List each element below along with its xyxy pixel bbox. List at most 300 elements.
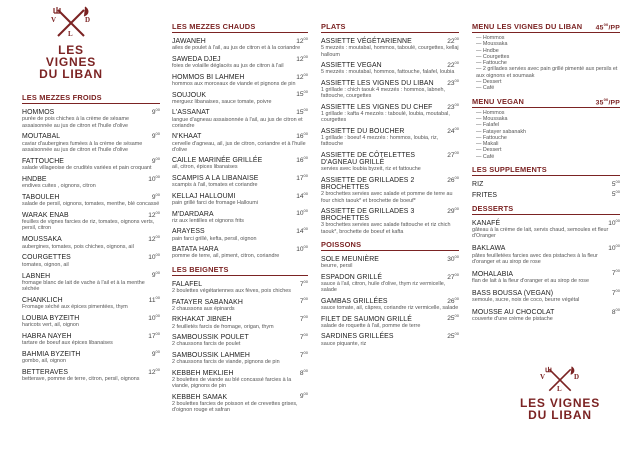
menu-item-price xyxy=(612,188,620,198)
menu-item-price xyxy=(300,313,308,323)
menu-item-price xyxy=(300,295,308,305)
menu-item-name: SCAMPIS A LA LIBANAISE xyxy=(172,175,259,183)
menu-item xyxy=(472,178,620,188)
mezzes-chauds-list xyxy=(172,35,308,260)
menu-item-price xyxy=(296,154,308,164)
menu-item-description: salade villageoise de crudités variées et pain croquant xyxy=(22,164,152,171)
menu-item-price-value: 8 xyxy=(611,308,616,316)
price-cents: 00 xyxy=(303,349,308,355)
menu-course-label: 2 grillades servies avec pain grillé pimenté aux persils et aux oignons et soumaak xyxy=(476,66,618,79)
menu-item xyxy=(321,125,459,148)
menu-item-description: caviar d'aubergines fumées à la crème de sésame assaisonnée au jus de citron et l'huile d'olive xyxy=(22,140,143,153)
section-title-menu-vegan xyxy=(472,97,620,108)
menu-item-price xyxy=(608,242,620,252)
menu-item-price xyxy=(152,155,160,165)
price-cents: 00 xyxy=(454,295,459,301)
menu-item-row xyxy=(321,101,459,111)
menu-item-row xyxy=(172,130,308,140)
menu-item-price xyxy=(300,349,308,359)
menu-item-row xyxy=(321,312,459,322)
menu-item-row xyxy=(22,130,160,140)
logo-letter-l: L xyxy=(68,30,73,38)
menu-item-price-value: 7 xyxy=(299,298,304,306)
beignets-list xyxy=(172,278,308,414)
menu-item-description: purée de pois chiches à la crème de sésame assaisonnée au jus de citron et l'huile d'olive xyxy=(22,116,129,129)
menu-item-price-value: 9 xyxy=(151,272,156,280)
menu-item-description: aubergines, tomates, pois chiches, oignons, ail xyxy=(22,243,134,250)
price-cents: 00 xyxy=(155,173,160,179)
menu-item-row xyxy=(321,271,459,281)
menu-item-description: gombo, ail, oignon xyxy=(22,358,67,365)
menu-item-name: COURGETTES xyxy=(22,254,71,262)
menu-item xyxy=(22,233,160,250)
menu-item-row xyxy=(321,205,459,223)
menu-item-row xyxy=(472,217,620,227)
price-cents: 00 xyxy=(155,252,160,258)
menu-item-description: semoule, sucre, noix de coco, beurre végétal xyxy=(472,296,580,303)
logo-letter-v: V xyxy=(51,16,57,24)
menu-item-name: ESPADON GRILLÉ xyxy=(321,273,383,281)
menu-item-row xyxy=(472,287,620,297)
menu-item xyxy=(172,207,308,224)
menu-item-price xyxy=(447,101,459,111)
menu-item xyxy=(22,330,160,347)
menu-item-description: 1 grillade : boeuf 4 mezzés : hommos, loubia, riz, fattouche xyxy=(321,135,439,148)
menu-item-row xyxy=(22,155,160,165)
menu-item-name: HOMMOS BI LAHMEH xyxy=(172,73,245,81)
menu-item xyxy=(321,330,459,347)
menu-vignes-list xyxy=(472,35,620,92)
menu-course-label: Fattouche xyxy=(482,60,507,67)
menu-item-price-value: 12 xyxy=(148,236,156,244)
price-cents: 00 xyxy=(454,313,459,319)
menu-item-row xyxy=(172,225,308,235)
menu-item-price-value: 10 xyxy=(296,210,304,218)
menu-item-description: salade de roquette à l'ail, pomme de terre xyxy=(321,322,421,329)
column-mezzes-froids xyxy=(22,93,160,384)
menu-item-row xyxy=(172,106,308,116)
menu-item-description: merguez libanaises, sauce tomate, poivre xyxy=(172,98,272,105)
menu-item-price xyxy=(152,269,160,279)
menu-item-price-value: 9 xyxy=(299,393,304,401)
menu-item-name: KEBBEH SAMAK xyxy=(172,393,228,401)
menu-item-price xyxy=(296,35,308,45)
price-cents: 00 xyxy=(303,190,308,196)
menu-item-price-value: 12 xyxy=(296,73,304,81)
menu-item-row xyxy=(321,295,459,305)
menu-item-price-value: 24 xyxy=(447,127,455,135)
menu-item-row xyxy=(22,294,160,304)
section-title-mezzes-froids: LES MEZZES FROIDS xyxy=(22,93,160,104)
price-cents: 00 xyxy=(155,234,160,240)
menu-course-item: — Hommos xyxy=(476,109,505,116)
price-cents: 00 xyxy=(155,191,160,197)
menu-item-row xyxy=(172,88,308,98)
menu-item-description: 5 mezzés : moutabal, hommos, fattouche, falafel, loubia xyxy=(321,69,455,76)
menu-item-price-value: 22 xyxy=(447,62,455,70)
menu-item-price xyxy=(447,330,459,340)
menu-item-name: FILET DE SAUMON GRILLÉ xyxy=(321,315,412,323)
menu-item xyxy=(321,312,459,329)
menu-item-price-value: 23 xyxy=(447,103,455,111)
price-cents: 00 xyxy=(303,391,308,397)
menu-item-price-value: 16 xyxy=(296,133,304,141)
menu-item-name: ASSIETTE DE GRILLADES 2 BROCHETTES xyxy=(321,176,415,192)
price-cents: 00 xyxy=(454,271,459,277)
menu-item xyxy=(22,312,160,329)
menu-item xyxy=(22,173,160,190)
menu-item xyxy=(172,190,308,207)
menu-item-price xyxy=(152,130,160,140)
menu-item xyxy=(172,278,308,295)
menu-item-description: 2 boulettes végétariennes aux fèves, pois chiches xyxy=(172,287,291,294)
menu-item xyxy=(22,209,160,232)
price-cents: 00 xyxy=(155,107,160,112)
menu-course-item: — Hommos xyxy=(476,35,505,41)
menu-item xyxy=(172,331,308,348)
price-cents: 00 xyxy=(303,36,308,41)
menu-item xyxy=(321,205,459,235)
menu-item-price xyxy=(612,287,620,297)
menu-item-price xyxy=(296,225,308,235)
menu-vegan-price-unit: /PP xyxy=(608,98,620,106)
menu-item-name: ASSIETTE LES VIGNES DU LIBAN xyxy=(321,79,434,87)
menu-item-price-value: 10 xyxy=(608,220,616,228)
menu-item xyxy=(22,106,160,129)
menu-item-name: RKHAKAT JIBNEH xyxy=(172,316,232,324)
price-cents: 00 xyxy=(454,101,459,107)
menu-vegan-price-value: 35 xyxy=(595,98,604,106)
menu-item-name: LABNEH xyxy=(22,272,51,280)
menu-item-price xyxy=(296,130,308,140)
price-cents: 00 xyxy=(303,278,308,284)
menu-item-price xyxy=(447,312,459,322)
poissons-list xyxy=(321,253,459,347)
menu-item-name: KANAFÉ xyxy=(472,220,501,228)
menu-item-row xyxy=(22,106,160,116)
price-cents: 00 xyxy=(615,217,620,223)
menu-item-name: L'ASSANAT xyxy=(172,109,210,117)
price-cents: 00 xyxy=(303,107,308,113)
menu-item-row xyxy=(22,233,160,243)
menu-item-row xyxy=(172,367,308,377)
menu-item xyxy=(472,242,620,265)
menu-item-row xyxy=(172,154,308,164)
brand-name-line2: DU LIBAN xyxy=(528,408,592,422)
menu-item-price xyxy=(148,366,160,376)
menu-item xyxy=(22,191,160,208)
menu-item-price-value: 25 xyxy=(447,333,455,341)
menu-item-description: tartare de boeuf aux épices libanaises xyxy=(22,340,113,347)
menu-item-description: pomme de terre, ail, piment, citron, coriandre xyxy=(172,253,280,260)
menu-course-label: Fattouche xyxy=(482,134,507,141)
menu-item-description: servies avec loubia byzeit, riz et fattouche xyxy=(321,166,421,173)
price-cents: 00 xyxy=(303,71,308,77)
menu-item-description: 2 boulettes de viande au blé concassé farcies à la viande, pignons de pin xyxy=(172,376,292,390)
menu-item-name: SAWEDA DJEJ xyxy=(172,55,221,63)
menu-item xyxy=(321,59,459,76)
menu-item-price xyxy=(148,209,160,219)
menu-item-price-value: 17 xyxy=(148,333,156,341)
menu-item-price-value: 8 xyxy=(299,369,304,377)
menu-course-item: — Dessert xyxy=(476,147,502,154)
price-cents: 00 xyxy=(454,36,459,41)
menu-course-item: — Café xyxy=(476,153,495,160)
brand-name-line1: LES VIGNES xyxy=(45,43,97,69)
menu-course-item: — Fattouche xyxy=(476,134,507,141)
menu-item-description: ail, citron, épices libanaises xyxy=(172,164,238,171)
menu-item-row xyxy=(172,278,308,288)
menu-item xyxy=(22,251,160,268)
menu-item-price xyxy=(152,106,160,116)
menu-item xyxy=(172,295,308,312)
menu-item-row xyxy=(321,149,459,167)
menu-course-label: Falafel xyxy=(482,122,500,129)
menu-item-description: langue d'agneau assaisonnée à l'ail, au jus de citron et coriandre xyxy=(172,116,303,129)
menu-item-price-value: 10 xyxy=(296,246,304,254)
menu-item-price-value: 26 xyxy=(447,176,455,184)
menu-item xyxy=(472,188,620,198)
menu-item-price-value: 14 xyxy=(296,228,304,236)
menu-item-name: FALAFEL xyxy=(172,280,203,288)
menu-item xyxy=(321,101,459,124)
menu-item-description: feuilles de vignes farcies de riz, tomates, oignons verts, persil, citron xyxy=(22,219,155,232)
menu-item xyxy=(172,88,308,105)
menu-item-description: fromage blanc de lait de vache à l'ail et à la menthe séchée xyxy=(22,279,145,292)
section-title-menu-vignes xyxy=(472,22,620,33)
price-cents: 00 xyxy=(303,331,308,337)
menu-item xyxy=(172,367,308,390)
menu-item-name: ARAYESS xyxy=(172,228,205,236)
menu-item-name: HABRA NAYEH xyxy=(22,333,72,341)
menu-item-price-value: 12 xyxy=(148,369,156,377)
price-cents: 00 xyxy=(155,312,160,318)
menu-item-name: JAWANEH xyxy=(172,38,206,46)
menu-item-price-value: 7 xyxy=(299,351,304,359)
menu-course-item: — Fattouche xyxy=(476,60,507,67)
menu-item-price xyxy=(300,367,308,377)
menu-vignes-price xyxy=(596,22,620,31)
menu-item xyxy=(172,106,308,129)
menu-item xyxy=(22,269,160,292)
menu-item-price xyxy=(608,217,620,227)
menu-item-row xyxy=(321,253,459,263)
column-mezzes-chauds xyxy=(172,22,308,414)
menu-item xyxy=(172,154,308,171)
price-cents: 00 xyxy=(603,96,609,102)
menu-item xyxy=(472,306,620,323)
price-cents: 00 xyxy=(303,53,308,59)
menu-item-row xyxy=(172,243,308,253)
menu-item-price xyxy=(296,190,308,200)
menu-item-price xyxy=(152,191,160,201)
menu-item-row xyxy=(22,330,160,340)
menu-item-description: gâteau à la crème de lait, servis chaud, semoules et fleur d'Oranger xyxy=(472,227,609,240)
menu-item xyxy=(172,71,308,88)
menu-item-name: TABOULEH xyxy=(22,193,60,201)
price-cents: 00 xyxy=(155,209,160,215)
menu-item-price-value: 10 xyxy=(148,314,156,322)
menu-item-price-value: 10 xyxy=(148,254,156,262)
menu-item xyxy=(472,267,620,284)
menu-item-row xyxy=(172,390,308,400)
menu-item-description: tomates, oignon, ail xyxy=(22,261,69,268)
menu-item-row xyxy=(22,366,160,376)
menu-course-item: — Falafel xyxy=(476,122,500,129)
menu-item-description: 2 chaussons farcis de viande, pignons de pin xyxy=(172,359,280,366)
menu-item-price xyxy=(447,35,459,45)
menu-item-price xyxy=(148,330,160,340)
menu-item-description: 2 boulettes farcies de poisson et de crevettes grises, d'oignon rouge et safran xyxy=(172,400,298,414)
menu-item xyxy=(172,53,308,70)
price-cents: 00 xyxy=(303,367,308,373)
menu-item-name: ASSIETTE DE GRILLADES 3 BROCHETTES xyxy=(321,208,415,223)
menu-item-description: scampis à l'ail, tomates et coriandre xyxy=(172,182,258,189)
menu-item-price-value: 11 xyxy=(148,296,156,304)
menu-item-name: BETTERAVES xyxy=(22,369,69,377)
menu-item xyxy=(321,149,459,173)
menu-item-row xyxy=(172,313,308,323)
menu-item xyxy=(22,366,160,383)
menu-item-row xyxy=(472,267,620,277)
menu-vignes-price-unit: /PP xyxy=(608,24,620,32)
menu-item-description: hommos aux morceaux de viande et pignons de pin xyxy=(172,80,296,87)
price-cents: 00 xyxy=(303,155,308,161)
logo-bottom xyxy=(502,366,618,421)
menu-item-price xyxy=(447,125,459,135)
menu-item-price-value: 15 xyxy=(296,109,304,117)
price-cents: 00 xyxy=(155,367,160,373)
menu-item xyxy=(172,130,308,153)
price-cents: 00 xyxy=(454,174,459,180)
menu-item-price-value: 29 xyxy=(447,208,455,216)
price-cents: 00 xyxy=(615,268,620,274)
menu-item-name: M'DARDARA xyxy=(172,210,214,218)
menu-item xyxy=(472,287,620,304)
menu-item-price xyxy=(296,71,308,81)
menu-item-price xyxy=(149,294,160,304)
menu-vegan-list xyxy=(472,110,620,160)
menu-item-description: sauce tomate, ail, câpres, coriandre riz vermicelle, salade xyxy=(321,305,459,312)
menu-course-item: — Dessert xyxy=(476,79,502,86)
menu-item-description: haricots vert, ail, oignon xyxy=(22,322,79,329)
menu-course-item: — Hndbe xyxy=(476,47,499,54)
menu-item-price-value: 9 xyxy=(151,193,156,201)
menu-item-description: 3 brochettes servies avec salade fattouche et riz chich taouk*, brochette de boeuf et kafta xyxy=(321,222,451,235)
menu-item-price xyxy=(148,173,160,183)
menu-course-label: Café xyxy=(482,153,495,160)
menu-item-name: ASSIETTE LES VIGNES DU CHEF xyxy=(321,103,433,111)
menu-item-price-value: 7 xyxy=(299,334,304,342)
menu-item-price-value: 5 xyxy=(611,181,616,189)
price-cents: 00 xyxy=(454,59,459,65)
menu-item-row xyxy=(472,188,620,198)
menu-course-label: Moussaka xyxy=(482,115,508,122)
menu-item-price-value: 14 xyxy=(296,192,304,200)
menu-item-name: MOUTABAL xyxy=(22,133,61,141)
menu-item-price-value: 7 xyxy=(611,270,616,278)
menu-course-label: Moussaka xyxy=(482,41,508,48)
menu-item-price xyxy=(447,149,459,159)
menu-item-row xyxy=(172,35,308,45)
menu-item xyxy=(172,313,308,330)
menu-item-name: FATAYER SABANAKH xyxy=(172,298,243,306)
menu-item-row xyxy=(172,190,308,200)
menu-item-price xyxy=(612,267,620,277)
menu-item-description: 2 chaussons farcis de poulet xyxy=(172,341,241,348)
price-cents: 00 xyxy=(454,125,459,131)
menu-item-price xyxy=(152,348,160,358)
menu-item-name: GAMBAS GRILLÉES xyxy=(321,297,388,305)
menu-item xyxy=(472,217,620,240)
menu-item-name: ASSIETTE VÉGÉTARIENNE xyxy=(321,38,412,46)
menu-item-row xyxy=(472,242,620,252)
menu-item-description: endives cuites , oignons, citron xyxy=(22,183,96,190)
menu-item xyxy=(22,130,160,153)
menu-item-price-value: 12 xyxy=(296,38,304,46)
price-cents: 00 xyxy=(303,226,308,232)
menu-item-row xyxy=(22,348,160,358)
price-cents: 00 xyxy=(303,296,308,302)
menu-item-price xyxy=(296,106,308,116)
menu-course-label: Makali xyxy=(482,141,499,148)
menu-item xyxy=(321,295,459,312)
section-title-poissons: POISSONS xyxy=(321,240,459,251)
price-cents: 00 xyxy=(303,208,308,214)
menu-item xyxy=(172,225,308,242)
menu-item-name: BASS BOUSSA (VEGAN) xyxy=(472,289,554,297)
brand-name-line1: LES VIGNES xyxy=(519,396,601,410)
menu-item-row xyxy=(321,77,459,87)
menu-item-description: foies de volaille déglacés au jus de citron à l'ail xyxy=(172,63,284,70)
menu-course-label: Fatayer sabanakh xyxy=(482,128,527,135)
price-cents: 00 xyxy=(155,270,160,276)
menu-item-name: HNDBE xyxy=(22,175,47,183)
menu-item xyxy=(22,155,160,172)
desserts-list xyxy=(472,217,620,322)
menu-course-item: — Fatayer sabanakh xyxy=(476,128,527,135)
menu-item-name: N'KHAAT xyxy=(172,133,202,141)
menu-item-name: SARDINES GRILLÉES xyxy=(321,333,394,341)
menu-item-price-value: 7 xyxy=(611,289,616,297)
mezzes-froids-list xyxy=(22,106,160,383)
menu-item-price-value: 9 xyxy=(151,351,156,359)
menu-item-name: HOMMOS xyxy=(22,109,55,117)
menu-item-price xyxy=(148,312,160,322)
price-cents: 00 xyxy=(155,294,160,300)
menu-item-price xyxy=(296,243,308,253)
menu-item-price-value: 25 xyxy=(447,315,455,323)
menu-item-description: flan de lait à la fleur d'oranger et au sirop de rose xyxy=(472,277,589,284)
section-title-plats: PLATS xyxy=(321,22,459,33)
menu-item xyxy=(22,348,160,365)
menu-item-price xyxy=(300,331,308,341)
section-title-supplements: LES SUPPLEMENTS xyxy=(472,165,620,176)
menu-item-name: MOUSSAKA xyxy=(22,236,62,244)
price-cents: 00 xyxy=(615,189,620,195)
menu-item-price-value: 12 xyxy=(296,55,304,63)
menu-vegan-price xyxy=(596,97,620,106)
menu-item-row xyxy=(172,295,308,305)
price-cents: 00 xyxy=(615,243,620,249)
menu-item-name: MOUSSE AU CHOCOLAT xyxy=(472,308,555,316)
menu-course-item: — Makali xyxy=(476,141,499,148)
menu-item-description: betterave, pomme de terre, citron, persil, oignons xyxy=(22,376,140,383)
menu-course-item: — Moussaka xyxy=(476,41,508,48)
menu-item-price-value: 12 xyxy=(148,212,156,220)
menu-item-description: 2 feuilletés farcis de fromage, origan, thym xyxy=(172,323,274,330)
menu-course-label: Dessert xyxy=(482,79,502,86)
